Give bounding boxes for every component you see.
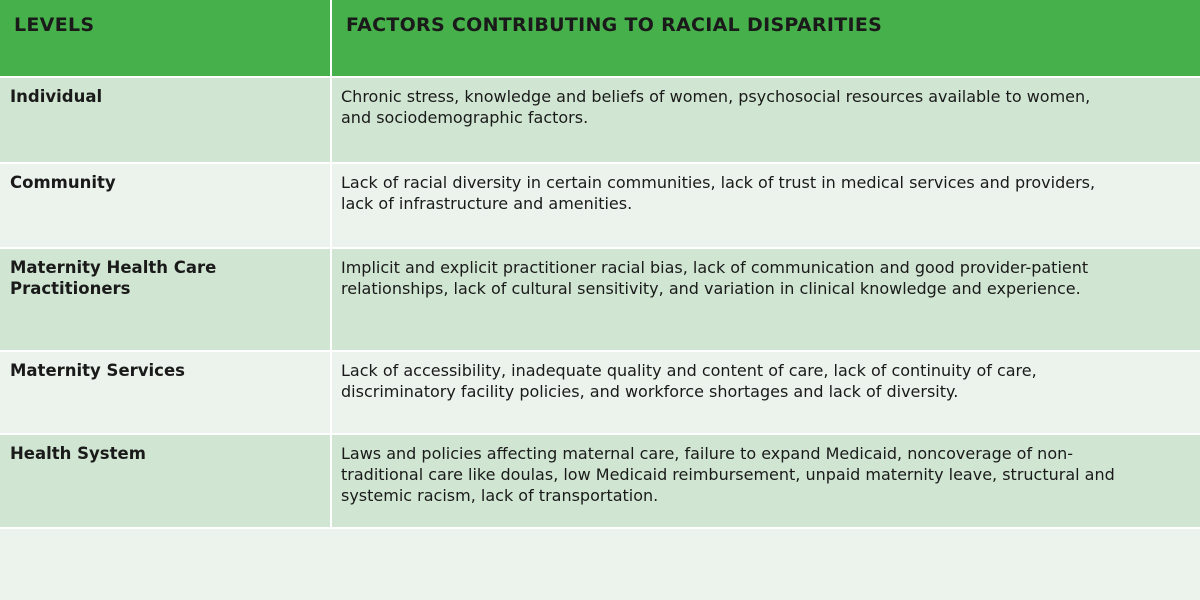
level-label: Maternity Services [10,361,185,380]
table-row [0,164,1200,247]
empty-cell [0,529,1200,600]
header-levels: LEVELS [0,0,330,76]
empty-row [0,529,1200,600]
factors-line: discriminatory facility policies, and workforce shortages and lack of diversity. [341,382,959,401]
level-label: Health System [10,444,146,463]
factors-line: Lack of racial diversity in certain communities, lack of trust in medical services and providers, [341,173,1096,192]
level-label: Community [10,173,116,192]
header-factors: FACTORS CONTRIBUTING TO RACIAL DISPARITIES [332,0,1200,76]
level-label: Practitioners [10,279,131,298]
factors-line: systemic racism, lack of transportation. [341,486,659,505]
factors-line: relationships, lack of cultural sensitivity, and variation in clinical knowledge and experience. [341,279,1081,298]
factors-cell [332,164,1200,247]
factors-cell [332,435,1200,527]
factors-line: Implicit and explicit practitioner racial bias, lack of communication and good provider-patient [341,258,1089,277]
factors-line: Chronic stress, knowledge and beliefs of women, psychosocial resources available to women, [341,87,1091,106]
level-cell [0,352,330,433]
level-label: Individual [10,87,103,106]
factors-line: Lack of accessibility, inadequate quality and content of care, lack of continuity of care, [341,361,1037,380]
table-row [0,352,1200,433]
factors-line: and sociodemographic factors. [341,108,589,127]
level-label: Maternity Health Care [10,258,217,277]
factors-line: Laws and policies affecting maternal care, failure to expand Medicaid, noncoverage of non- [341,444,1074,463]
level-cell [0,164,330,247]
factors-cell [332,352,1200,433]
table-row [0,435,1200,527]
table-header-row [0,0,1200,76]
factors-cell [332,78,1200,162]
factors-cell [332,249,1200,350]
table-row [0,78,1200,162]
level-cell [0,249,330,350]
level-cell [0,78,330,162]
factors-line: lack of infrastructure and amenities. [341,194,633,213]
table-row [0,249,1200,350]
factors-line: traditional care like doulas, low Medicaid reimbursement, unpaid maternity leave, structural and [341,465,1115,484]
level-cell [0,435,330,527]
